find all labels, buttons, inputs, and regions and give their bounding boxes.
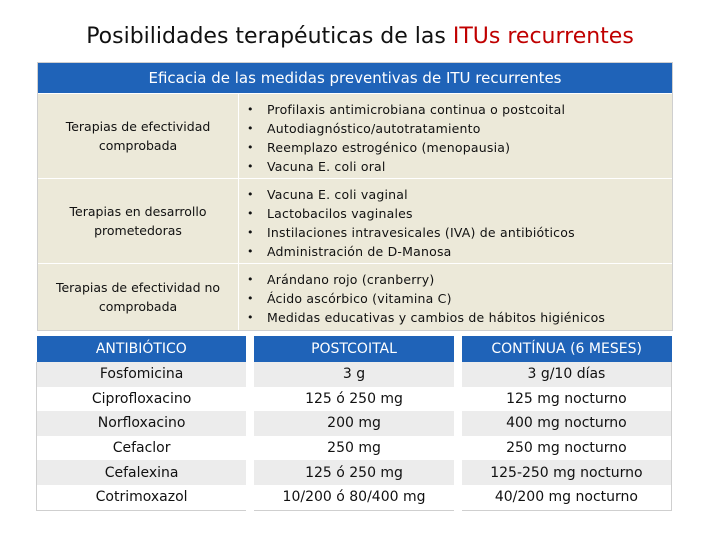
cell-continuous: 3 g/10 días bbox=[462, 362, 672, 387]
cell-antibiotic: Cefaclor bbox=[37, 436, 247, 461]
efficacy-items bbox=[238, 179, 672, 263]
cell-continuous: 40/200 mg nocturno bbox=[462, 485, 672, 510]
efficacy-table bbox=[37, 62, 673, 331]
list-item: • Vacuna E. coli oral bbox=[247, 159, 386, 174]
cell-antibiotic: Fosfomicina bbox=[37, 362, 247, 387]
efficacy-row bbox=[38, 263, 672, 330]
efficacy-items bbox=[238, 264, 672, 330]
cell-continuous: 400 mg nocturno bbox=[462, 411, 672, 436]
cell-antibiotic: Ciprofloxacino bbox=[37, 387, 247, 412]
column-header-postcoital: POSTCOITAL bbox=[254, 336, 454, 362]
cell-antibiotic: Norfloxacino bbox=[37, 411, 247, 436]
table-row bbox=[37, 387, 672, 412]
bullet-icon: • bbox=[247, 122, 254, 135]
list-item: • Arándano rojo (cranberry) bbox=[247, 272, 435, 287]
list-item: • Medidas educativas y cambios de hábitos higiénicos bbox=[247, 310, 606, 325]
list-item: • Instilaciones intravesicales (IVA) de antibióticos bbox=[247, 225, 575, 240]
column-header-continuous: CONTÍNUA (6 MESES) bbox=[462, 336, 672, 362]
antibiotic-table-header-row bbox=[37, 336, 672, 362]
bullet-icon: • bbox=[247, 311, 254, 324]
bullet-icon: • bbox=[247, 103, 254, 116]
cell-postcoital: 250 mg bbox=[254, 436, 454, 461]
list-item: • Profilaxis antimicrobiana continua o postcoital bbox=[247, 102, 566, 117]
list-item: • Vacuna E. coli vaginal bbox=[247, 187, 408, 202]
efficacy-category: Terapias de efectividad no comprobada bbox=[55, 280, 221, 314]
efficacy-table-header: Eficacia de las medidas preventivas de ITU recurrentes bbox=[38, 63, 672, 93]
antibiotic-table bbox=[36, 336, 672, 511]
list-item: • Lactobacilos vaginales bbox=[247, 206, 413, 221]
cell-continuous: 125-250 mg nocturno bbox=[462, 460, 672, 485]
table-row bbox=[37, 362, 672, 387]
list-item: • Reemplazo estrogénico (menopausia) bbox=[247, 140, 511, 155]
bullet-icon: • bbox=[247, 207, 254, 220]
cell-postcoital: 3 g bbox=[254, 362, 454, 387]
cell-postcoital: 125 ó 250 mg bbox=[254, 460, 454, 485]
table-row bbox=[37, 411, 672, 436]
bullet-icon: • bbox=[247, 273, 254, 286]
table-row bbox=[37, 485, 672, 510]
table-row bbox=[37, 460, 672, 485]
cell-postcoital: 125 ó 250 mg bbox=[254, 387, 454, 412]
cell-continuous: 125 mg nocturno bbox=[462, 387, 672, 412]
cell-antibiotic: Cefalexina bbox=[37, 460, 247, 485]
bullet-icon: • bbox=[247, 188, 254, 201]
page-title-prefix: Posibilidades terapéuticas de las bbox=[86, 24, 453, 49]
cell-postcoital: 10/200 ó 80/400 mg bbox=[254, 485, 454, 510]
table-row bbox=[37, 436, 672, 461]
efficacy-category: Terapias en desarrollo prometedoras bbox=[69, 204, 207, 238]
cell-continuous: 250 mg nocturno bbox=[462, 436, 672, 461]
bullet-icon: • bbox=[247, 141, 254, 154]
list-item: • Autodiagnóstico/autotratamiento bbox=[247, 121, 481, 136]
page-title bbox=[0, 24, 720, 49]
bullet-icon: • bbox=[247, 245, 254, 258]
bullet-icon: • bbox=[247, 226, 254, 239]
cell-antibiotic: Cotrimoxazol bbox=[37, 485, 247, 510]
page-title-accent: ITUs recurrentes bbox=[452, 24, 634, 49]
list-item: • Administración de D-Manosa bbox=[247, 244, 452, 259]
bullet-icon: • bbox=[247, 292, 254, 305]
bullet-icon: • bbox=[247, 160, 254, 173]
cell-postcoital: 200 mg bbox=[254, 411, 454, 436]
column-header-antibiotic: ANTIBIÓTICO bbox=[37, 336, 247, 362]
efficacy-row bbox=[38, 178, 672, 263]
efficacy-items bbox=[238, 94, 672, 178]
list-item: • Ácido ascórbico (vitamina C) bbox=[247, 291, 452, 306]
efficacy-category: Terapias de efectividad comprobada bbox=[65, 119, 211, 153]
efficacy-row bbox=[38, 93, 672, 178]
